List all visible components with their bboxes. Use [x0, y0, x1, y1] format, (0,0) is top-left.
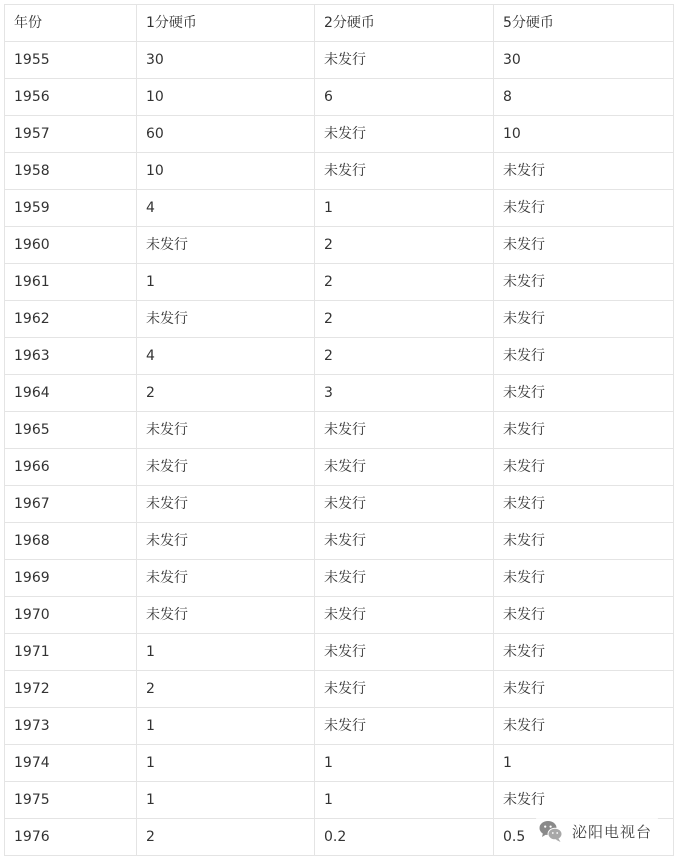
- two-fen-cell: 1: [315, 190, 494, 227]
- two-fen-cell: 未发行: [315, 116, 494, 153]
- one-fen-cell: 1: [137, 782, 315, 819]
- header-5-fen-coin: 5分硬币: [494, 5, 674, 42]
- five-fen-cell: 未发行: [494, 301, 674, 338]
- table-header-row: [5, 5, 674, 42]
- five-fen-cell: 未发行: [494, 412, 674, 449]
- five-fen-cell: 未发行: [494, 597, 674, 634]
- table-row: [5, 264, 674, 301]
- five-fen-cell: 未发行: [494, 227, 674, 264]
- year-cell: 1957: [5, 116, 137, 153]
- year-cell: 1965: [5, 412, 137, 449]
- two-fen-cell: 未发行: [315, 42, 494, 79]
- two-fen-cell: 未发行: [315, 708, 494, 745]
- table-row: [5, 523, 674, 560]
- table-row: [5, 375, 674, 412]
- one-fen-cell: 未发行: [137, 412, 315, 449]
- five-fen-cell: 8: [494, 79, 674, 116]
- year-cell: 1968: [5, 523, 137, 560]
- one-fen-cell: 60: [137, 116, 315, 153]
- table-row: [5, 42, 674, 79]
- two-fen-cell: 未发行: [315, 671, 494, 708]
- table-row: [5, 190, 674, 227]
- header-2-fen-coin: 2分硬币: [315, 5, 494, 42]
- five-fen-cell: 未发行: [494, 671, 674, 708]
- two-fen-cell: 2: [315, 264, 494, 301]
- one-fen-cell: 未发行: [137, 560, 315, 597]
- year-cell: 1959: [5, 190, 137, 227]
- coin-mintage-table: [4, 4, 674, 856]
- one-fen-cell: 30: [137, 42, 315, 79]
- two-fen-cell: 未发行: [315, 560, 494, 597]
- five-fen-cell: 未发行: [494, 708, 674, 745]
- one-fen-cell: 未发行: [137, 449, 315, 486]
- table-row: [5, 745, 674, 782]
- five-fen-cell: 未发行: [494, 523, 674, 560]
- table-row: [5, 634, 674, 671]
- year-cell: 1956: [5, 79, 137, 116]
- two-fen-cell: 未发行: [315, 634, 494, 671]
- year-cell: 1955: [5, 42, 137, 79]
- one-fen-cell: 未发行: [137, 486, 315, 523]
- year-cell: 1963: [5, 338, 137, 375]
- year-cell: 1964: [5, 375, 137, 412]
- one-fen-cell: 2: [137, 671, 315, 708]
- five-fen-cell: 未发行: [494, 449, 674, 486]
- two-fen-cell: 未发行: [315, 412, 494, 449]
- watermark-label: 泌阳电视台: [571, 822, 652, 841]
- year-cell: 1974: [5, 745, 137, 782]
- two-fen-cell: 未发行: [315, 597, 494, 634]
- one-fen-cell: 1: [137, 745, 315, 782]
- one-fen-cell: 10: [137, 79, 315, 116]
- table-row: [5, 301, 674, 338]
- year-cell: 1962: [5, 301, 137, 338]
- year-cell: 1969: [5, 560, 137, 597]
- table-row: [5, 708, 674, 745]
- one-fen-cell: 1: [137, 264, 315, 301]
- table-row: [5, 116, 674, 153]
- one-fen-cell: 未发行: [137, 301, 315, 338]
- one-fen-cell: 未发行: [137, 523, 315, 560]
- five-fen-cell: 未发行: [494, 190, 674, 227]
- year-cell: 1967: [5, 486, 137, 523]
- one-fen-cell: 2: [137, 819, 315, 856]
- table-row: [5, 449, 674, 486]
- five-fen-cell: 未发行: [494, 486, 674, 523]
- one-fen-cell: 1: [137, 634, 315, 671]
- table-row: [5, 486, 674, 523]
- table-body: [5, 5, 674, 856]
- one-fen-cell: 4: [137, 338, 315, 375]
- year-cell: 1971: [5, 634, 137, 671]
- two-fen-cell: 未发行: [315, 449, 494, 486]
- wechat-icon: [538, 818, 564, 844]
- year-cell: 1960: [5, 227, 137, 264]
- two-fen-cell: 未发行: [315, 486, 494, 523]
- year-cell: 1970: [5, 597, 137, 634]
- five-fen-cell: 未发行: [494, 153, 674, 190]
- one-fen-cell: 4: [137, 190, 315, 227]
- header-year: 年份: [5, 5, 137, 42]
- five-fen-cell: 未发行: [494, 375, 674, 412]
- year-cell: 1966: [5, 449, 137, 486]
- year-cell: 1961: [5, 264, 137, 301]
- table-row: [5, 338, 674, 375]
- one-fen-cell: 1: [137, 708, 315, 745]
- five-fen-cell: 0.5: [494, 819, 674, 856]
- year-cell: 1973: [5, 708, 137, 745]
- two-fen-cell: 0.2: [315, 819, 494, 856]
- five-fen-cell: 1: [494, 745, 674, 782]
- two-fen-cell: 1: [315, 745, 494, 782]
- header-1-fen-coin: 1分硬币: [137, 5, 315, 42]
- year-cell: 1972: [5, 671, 137, 708]
- table-row: [5, 227, 674, 264]
- five-fen-cell: 未发行: [494, 782, 674, 819]
- one-fen-cell: 未发行: [137, 597, 315, 634]
- five-fen-cell: 30: [494, 42, 674, 79]
- table-row: [5, 153, 674, 190]
- table-row: [5, 412, 674, 449]
- two-fen-cell: 6: [315, 79, 494, 116]
- one-fen-cell: 未发行: [137, 227, 315, 264]
- two-fen-cell: 1: [315, 782, 494, 819]
- two-fen-cell: 未发行: [315, 153, 494, 190]
- two-fen-cell: 未发行: [315, 523, 494, 560]
- two-fen-cell: 2: [315, 301, 494, 338]
- table-row: [5, 782, 674, 819]
- table-row: [5, 79, 674, 116]
- two-fen-cell: 2: [315, 338, 494, 375]
- year-cell: 1976: [5, 819, 137, 856]
- five-fen-cell: 10: [494, 116, 674, 153]
- table-row: [5, 560, 674, 597]
- five-fen-cell: 未发行: [494, 634, 674, 671]
- five-fen-cell: 未发行: [494, 264, 674, 301]
- five-fen-cell: 未发行: [494, 560, 674, 597]
- watermark: [536, 816, 658, 846]
- one-fen-cell: 2: [137, 375, 315, 412]
- year-cell: 1958: [5, 153, 137, 190]
- table-row: [5, 671, 674, 708]
- table-row: [5, 597, 674, 634]
- five-fen-cell: 未发行: [494, 338, 674, 375]
- one-fen-cell: 10: [137, 153, 315, 190]
- year-cell: 1975: [5, 782, 137, 819]
- two-fen-cell: 2: [315, 227, 494, 264]
- two-fen-cell: 3: [315, 375, 494, 412]
